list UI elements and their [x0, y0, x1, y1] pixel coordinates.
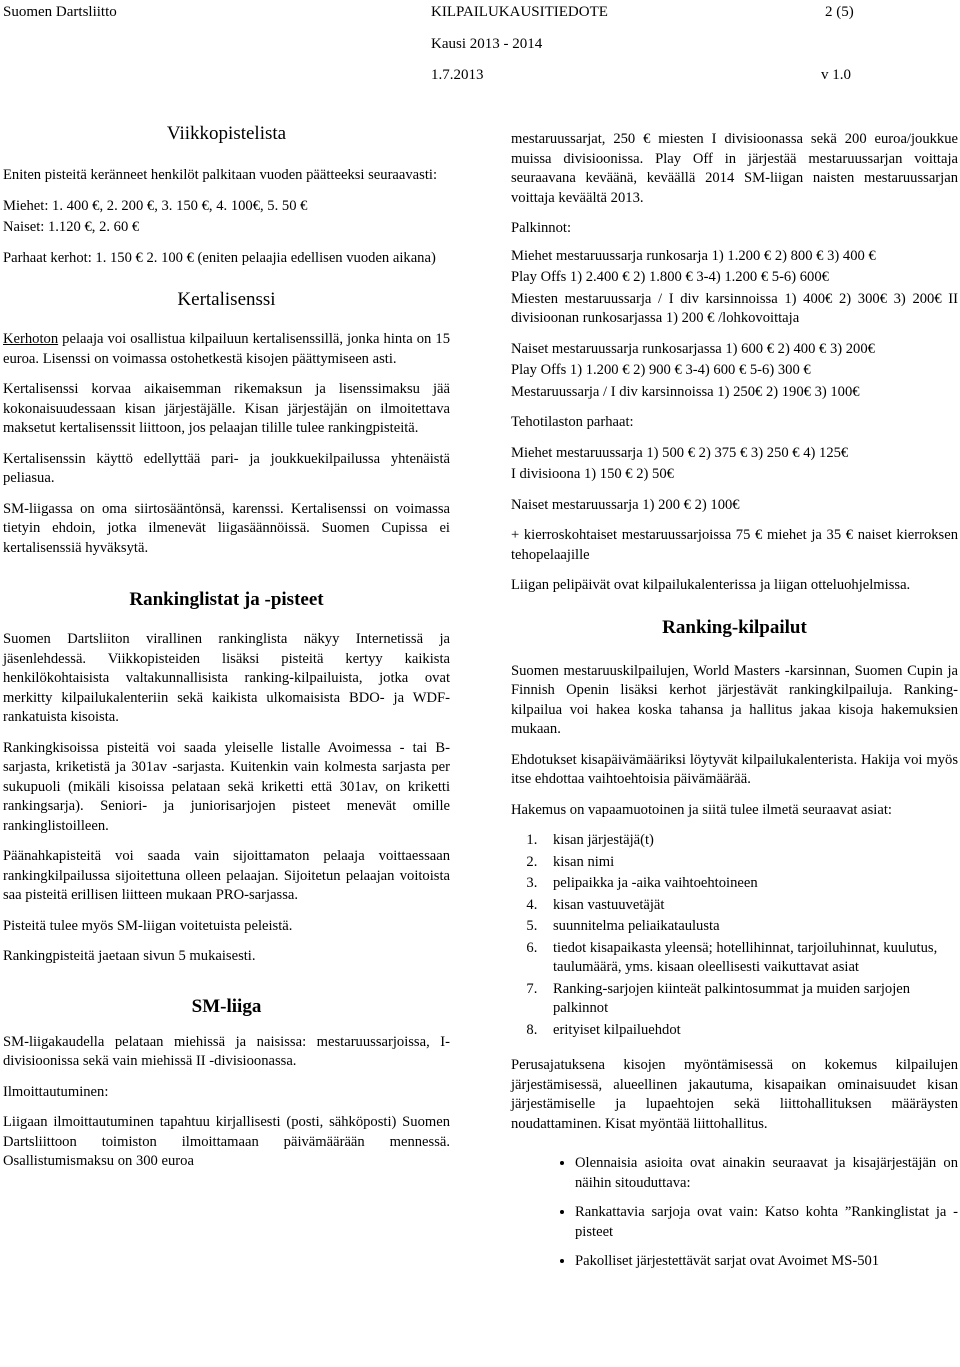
smliiga-fees-cont: mestaruussarjat, 250 € miesten I divisioonassa sekä 200 euroa/joukkue muissa divisioonissa. Play Off in järjestää mestaruussarjan voittaja seuraavana keväänä, keväällä 2014 SM-liigan naisten mestaruussarjan voittaja keväältä 2013.: [511, 131, 958, 206]
bullet-list: [511, 1154, 958, 1272]
org-name: Suomen Dartsliitto: [3, 4, 117, 20]
list-item: 2. kisan nimi: [541, 853, 958, 873]
right-column: [511, 130, 958, 1282]
ranking-p2: Rankingkisoissa pisteitä voi saada yleiselle listalle Avoimessa - tai B-sarjasta, kriketistä ja 301av -sarjasta. Kuitenkin vain kolmesta sarjasta per sukupuoli (mikäli kisoissa pelataan sekä kriketti että 301av, on kriketti rankingsarja). Seniori- ja juniorisarjojen pisteet menevät omille rankinglistoilleen.: [3, 739, 450, 834]
stats-men-2: I divisioona 1) 150 € 2) 50€: [511, 466, 674, 482]
section-title-smliiga: SM-liiga: [191, 995, 262, 1017]
weekly-women: Naiset: 1.120 €, 2. 60 €: [3, 219, 140, 235]
smliiga-p1: SM-liigakaudella pelataan miehissä ja naisissa: mestaruussarjoissa, I-divisioonissa sekä vain miehissä II -divisioonassa.: [3, 1033, 450, 1069]
weekly-intro: Eniten pisteitä keränneet henkilöt palkitaan vuoden päätteeksi seuraavasti:: [3, 167, 438, 183]
league-days: Liigan pelipäivät ovat kilpailukalenterissa ja liigan otteluohjelmissa.: [511, 577, 911, 593]
smliiga-p2: Ilmoittautuminen:: [3, 1083, 109, 1100]
prize-women-1: Naiset mestaruussarja runkosarjassa 1) 600 € 2) 400 € 3) 200€: [511, 340, 875, 357]
weekly-clubs: Parhaat kerhot: 1. 150 € 2. 100 € (eniten pelaajia edellisen vuoden aikana): [3, 249, 436, 266]
doc-title: KILPAILUKAUSITIEDOTE: [431, 4, 608, 20]
section-title-rankinglistat: Rankinglistat ja -pisteet: [129, 589, 324, 610]
ranking-p5: Rankingpisteitä jaetaan sivun 5 mukaisesti.: [3, 948, 256, 964]
application-requirements-list: [511, 831, 958, 1040]
list-item: 5. suunnitelma peliaikataulusta: [541, 917, 958, 937]
bullet-item: • Rankattavia sarjoja ovat vain: Katso kohta ”Rankinglistat ja -pisteet: [575, 1203, 958, 1242]
prize-men-1: Miehet mestaruussarja runkosarja 1) 1.200 € 2) 800 € 3) 400 €: [511, 247, 876, 264]
list-item: 6. tiedot kisapaikasta yleensä; hotellihinnat, tarjoiluhinnat, kuulutus, taulumäärä, yms. kisaan oleellisesti vaikuttavat asiat: [541, 939, 958, 978]
list-item: 3. pelipaikka ja -aika vaihtoehtoineen: [541, 874, 958, 894]
license-p1-text: pelaaja voi osallistua kilpailuun kertalisenssillä, jonka hinta on 15 euroa. Lisenssi on voimassa ostohetkestä kisojen päättymiseen asti.: [3, 331, 450, 367]
stats-label: Tehotilaston parhaat:: [511, 414, 634, 430]
page-header: [0, 0, 960, 83]
prize-women-3: Mestaruussarja / I div karsinnoissa 1) 250€ 2) 190€ 3) 100€: [511, 383, 860, 400]
rk-p4: Perusajatuksena kisojen myöntämisessä on kokemus kilpailujen järjestämisessä, alueellinen jakautuma, kisapaikan ominaisuudet kisan järjestämiselle ja lupaehtojen sekä liittohallituksen määräysten noudattaminen. Kisat myöntää liittohallitus.: [511, 1057, 958, 1132]
rk-p1: Suomen mestaruuskilpailujen, World Masters -karsinnan, Suomen Cupin ja Finnish Openin lisäksi kerhot järjestävät rankingkilpailuja. Ranking-kilpailua voi hakea koska tahansa ja hallitus jakaa kisoja hakemuksien mukaan.: [511, 662, 958, 737]
smliiga-p3: Liigaan ilmoittautuminen tapahtuu kirjallisesti (posti, sähköposti) Suomen Dartsliittoon toimiston ilmoittamaan päivämäärään mennessä. Osallistumismaksu on 300 euroa: [3, 1114, 450, 1169]
prize-men-2: Play Offs 1) 2.400 € 2) 1.800 € 3-4) 1.200 € 5-6) 600€: [511, 269, 829, 285]
doc-version: v 1.0: [821, 67, 851, 83]
prize-women-2: Play Offs 1) 1.200 € 2) 900 € 3-4) 600 € 5-6) 300 €: [511, 362, 811, 378]
license-p3: Kertalisenssin käyttö edellyttää pari- ja joukkuekilpailussa yhtenäistä peliasua.: [3, 450, 450, 486]
weekly-men: Miehet: 1. 400 €, 2. 200 €, 3. 150 €, 4. 100€, 5. 50 €: [3, 197, 308, 214]
ranking-p1: Suomen Dartsliiton virallinen rankinglista näkyy Internetissä ja jäsenlehdessä. Viikkopisteiden lisäksi pisteitä kertyy kaikista henkilökohtaisista valtakunnallisista ranking-kilpailuista, jotka ovat merkitty kilpailukalenteriin sekä kaikista ulkomaisista BDO- ja WDF-rankatuista kisoista.: [3, 631, 450, 725]
license-p1-underlined: Kerhoton: [3, 331, 59, 347]
section-title-viikkopistelista: Viikkopistelista: [166, 123, 287, 144]
doc-date: 1.7.2013: [431, 67, 484, 83]
prizes-label: Palkinnot:: [511, 220, 571, 236]
season: Kausi 2013 - 2014: [431, 36, 543, 52]
license-p2: Kertalisenssi korvaa aikaisemman rikemaksun ja lisenssimaksu jää kokonaisuudessaan kisan järjestäjälle. Kisan järjestäjän on ilmoitettava maksetut kertalisenssit liittoon, jos pelaajan tilille tulee rankingpisteitä.: [3, 381, 450, 436]
bullet-item: • Olennaisia asioita ovat ainakin seuraavat ja kisajärjestäjän on näihin sitouduttava:: [575, 1154, 958, 1193]
stats-women: Naiset mestaruussarja 1) 200 € 2) 100€: [511, 496, 740, 513]
list-item: 4. kisan vastuuvetäjät: [541, 896, 958, 916]
page-number: 2 (5): [825, 4, 854, 20]
bullet-item: • Pakolliset järjestettävät sarjat ovat Avoimet MS-501: [575, 1252, 958, 1272]
left-column: [3, 122, 450, 1183]
round-bonus: + kierroskohtaiset mestaruussarjoissa 75 € miehet ja 35 € naiset kierroksen tehopelaajille: [511, 527, 958, 563]
section-title-ranking-kilpailut: Ranking-kilpailut: [662, 616, 807, 638]
rk-p2: Ehdotukset kisapäivämääriksi löytyvät kilpailukalenterista. Hakija voi myös itse ehdottaa vaihtoehtoisia päivämäärää.: [511, 751, 958, 787]
ranking-p3: Päänahkapisteitä voi saada vain sijoittamaton pelaaja voittaessaan rankingkilpailussa sijoitettuna olleen pelaajan. Sijoitetun pelaajan voitoista saa pisteitä erillisen liitteen mukaan PRO-sarjassa.: [3, 848, 450, 903]
license-p1: [3, 330, 450, 369]
rk-p3: Hakemus on vapaamuotoinen ja siitä tulee ilmetä seuraavat asiat:: [511, 801, 892, 818]
stats-men-1: Miehet mestaruussarja 1) 500 € 2) 375 € 3) 250 € 4) 125€: [511, 444, 849, 461]
list-item: 1. kisan järjestäjä(t): [541, 831, 958, 851]
section-title-kertalisenssi: Kertalisenssi: [177, 289, 276, 310]
list-item: 8. erityiset kilpailuehdot: [541, 1021, 958, 1041]
license-p4: SM-liigassa on oma siirtosääntönsä, karenssi. Kertalisenssi on voimassa tietyin ehdoin, jotka ilmenevät liigasäännöissä. Suomen Cupissa ei kertalisenssiä hyväksytä.: [3, 500, 450, 556]
ranking-p4: Pisteitä tulee myös SM-liigan voitetuista peleistä.: [3, 917, 293, 934]
list-item: 7. Ranking-sarjojen kiinteät palkintosummat ja muiden sarjojen palkinnot: [541, 980, 958, 1019]
prize-men-3: Miesten mestaruussarja / I div karsinnoissa 1) 400€ 2) 300€ 3) 200€ II divisioonan runkosarjassa 1) 200 € /lohkovoittaja: [511, 290, 958, 326]
